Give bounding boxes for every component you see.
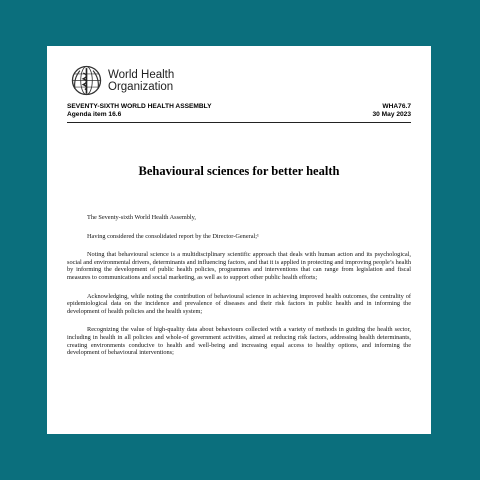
org-name-line2: Organization <box>108 80 174 93</box>
document-body <box>67 214 411 368</box>
paragraph: The Seventy-sixth World Health Assembly, <box>87 214 196 221</box>
document-title: Behavioural sciences for better health <box>138 164 340 178</box>
document-page <box>47 46 431 434</box>
resolution-code: WHA76.7 <box>382 103 411 110</box>
who-logo <box>70 64 174 97</box>
assembly-name: SEVENTY-SIXTH WORLD HEALTH ASSEMBLY <box>67 103 212 110</box>
header-divider <box>67 122 411 123</box>
org-name-line1: World Health <box>108 68 175 81</box>
paragraph: Having considered the consolidated report by the Director-General;¹ <box>87 232 259 240</box>
paragraph: Acknowledging, while noting the contribution of behavioural science in achieving improved health outcomes, the centrality of epidemiological data on the incidence and prevalence of diseases and their risk factors in public health and in informing the development of health policies and the health system; <box>67 292 411 315</box>
agenda-item: Agenda item 16.6 <box>67 111 122 118</box>
who-emblem-icon <box>70 64 103 97</box>
paragraph: Noting that behavioural science is a multidisciplinary scientific approach that deals with human action and its psychological, social and environmental drivers, determinants and influencing factors, and that it is applied in protecting and improving people’s health by informing the development of public health policies, programmes and interventions that can range from legislation and fiscal measures to communications and social marketing, as well as to support other public health efforts; <box>67 251 411 281</box>
paragraph: Recognizing the value of high-quality data about behaviours collected with a variety of methods in guiding the health sector, including in health in all policies and whole-of government activities, aimed at reducing risk factors, addressing health determinants, creating environments conducive to health and well-being and increasing equal access to healthy options, and informing the development of behavioural interventions; <box>67 326 411 357</box>
resolution-date: 30 May 2023 <box>372 111 411 118</box>
